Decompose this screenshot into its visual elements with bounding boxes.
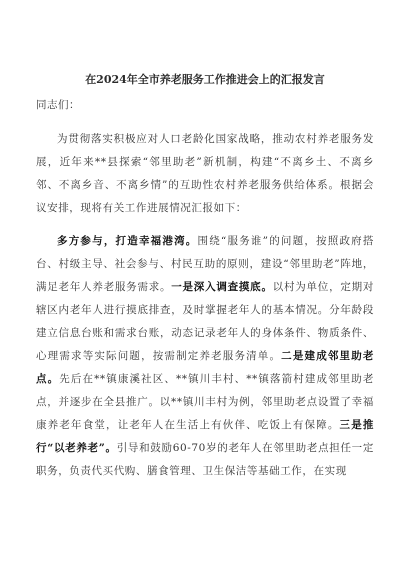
section-paragraph <box>36 230 374 483</box>
section-text-a: 围绕“服务谁”的问题，按照政府搭台、村级主导、社会参与、村民互助的原则，建设“邻里助老”阵地，满足老年人养老服务需求。 <box>36 235 374 293</box>
salutation: 同志们： <box>36 99 80 111</box>
section-text-c: 先后在**镇康溪社区、**镇川丰村、**镇落箭村建成邻里助老点，并逐步在全县推广。以**镇川丰村为例，邻里助老点设置了幸福康养老年食堂，让老年人在生活上有伙伴、吃饭上有保障。 <box>36 373 375 431</box>
point-two-heading: 二是建成邻里助老点。 <box>36 350 374 385</box>
point-three-heading: 三是推行“以老养老”。 <box>36 419 374 454</box>
point-one-heading: 一是深入调查摸底。 <box>171 281 273 293</box>
section-text-b: 以村为单位，定期对辖区内老年人进行摸底排查，及时掌握老年人的基本情况。分年龄段建立信息台账和需求台账，动态记录老年人的身体条件、物质条件、心理需求等实际问题，按需制定养老服务清单。 <box>36 281 374 362</box>
intro-paragraph: 为贯彻落实积极应对人口老龄化国家战略，推动农村养老服务发展，近年来**县探索“邻里助老”新机制，构建“不离乡土、不离乡邻、不离乡音、不离乡情”的互助性农村养老服务供给体系。根据会议安排，现将有关工作进展情况汇报如下： <box>36 133 374 214</box>
document-title: 在2024年全市养老服务工作推进会上的汇报发言 <box>85 73 325 86</box>
section-heading: 多方参与，打造幸福港湾。 <box>57 235 198 247</box>
section-text-d: 引导和鼓励60-70岁的老年人在邻里助老点担任一定职务，负责代买代购、膳食管理、卫生保洁等基础工作，在实现 <box>36 442 374 477</box>
